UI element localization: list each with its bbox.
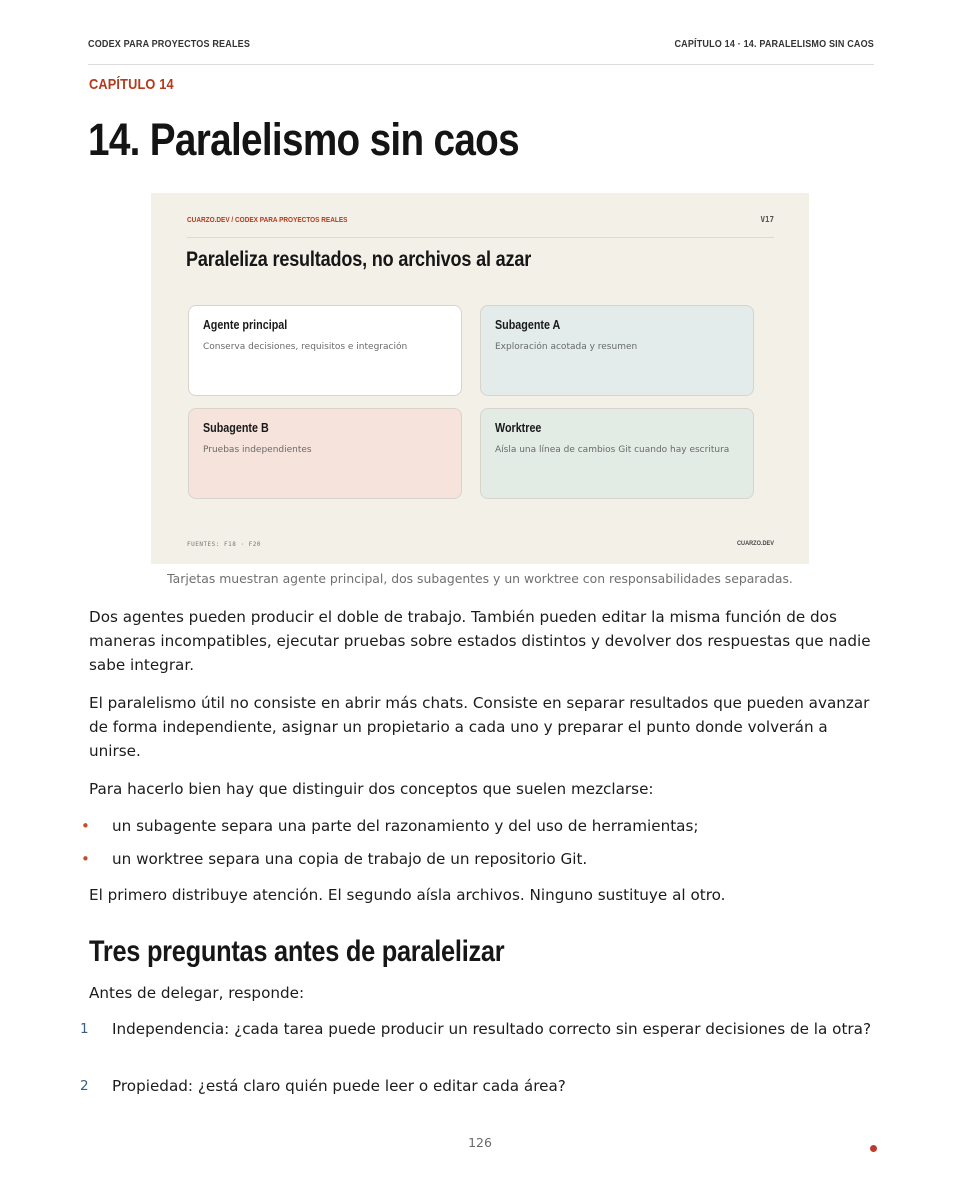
card-title: Worktree bbox=[495, 421, 542, 435]
item-number: 2 bbox=[80, 1078, 89, 1094]
card-description: Pruebas independientes bbox=[203, 445, 312, 455]
list-item-text: un worktree separa una copia de trabajo de un repositorio Git. bbox=[112, 850, 588, 868]
chapter-label: CAPÍTULO 14 bbox=[89, 76, 174, 93]
figure-version: V17 bbox=[760, 215, 774, 224]
running-header-right: CAPÍTULO 14 · 14. PARALELISMO SIN CAOS bbox=[674, 38, 874, 50]
running-header bbox=[88, 38, 874, 65]
card-title: Agente principal bbox=[203, 318, 288, 332]
figure-diagram bbox=[151, 193, 809, 564]
card-subagente-a bbox=[480, 305, 754, 396]
figure-title: Paraleliza resultados, no archivos al azar bbox=[186, 248, 532, 271]
figure-sources: FUENTES: F18 · F20 bbox=[187, 541, 262, 548]
card-description: Conserva decisiones, requisitos e integración bbox=[203, 342, 408, 352]
card-worktree bbox=[480, 408, 754, 499]
item-text: Independencia: ¿cada tarea puede producir un resultado correcto sin esperar decisiones de la otra? bbox=[112, 1020, 872, 1038]
figure-footer-brand: CUARZO.DEV bbox=[737, 540, 774, 547]
figure-brand: CUARZO.DEV / CODEX PARA PROYECTOS REALES bbox=[187, 215, 348, 224]
figure-caption: Tarjetas muestran agente principal, dos subagentes y un worktree con responsabilidades separadas. bbox=[167, 571, 793, 586]
card-agente-principal bbox=[188, 305, 462, 396]
page-number: 126 bbox=[468, 1135, 492, 1150]
section-intro: Antes de delegar, responde: bbox=[89, 984, 305, 1002]
card-title: Subagente A bbox=[495, 318, 561, 332]
item-text: Propiedad: ¿está claro quién puede leer o editar cada área? bbox=[112, 1077, 566, 1095]
paragraph-3: Para hacerlo bien hay que distinguir dos conceptos que suelen mezclarse: bbox=[89, 780, 654, 798]
corner-dot-icon bbox=[870, 1145, 877, 1152]
paragraph-1: Dos agentes pueden producir el doble de trabajo. También pueden editar la misma función de dos maneras incompatibles, ejecutar pruebas sobre estados distintos y devolver dos respuestas que nadie sabe integrar. bbox=[89, 608, 871, 674]
card-description: Aísla una línea de cambios Git cuando hay escritura bbox=[495, 445, 730, 455]
running-header-left: CODEX PARA PROYECTOS REALES bbox=[88, 38, 251, 50]
card-title: Subagente B bbox=[203, 421, 269, 435]
bullet-icon: • bbox=[81, 850, 90, 868]
section-title: Tres preguntas antes de paralelizar bbox=[89, 935, 505, 968]
bullet-icon: • bbox=[81, 817, 90, 835]
chapter-title: 14. Paralelismo sin caos bbox=[88, 114, 519, 165]
item-number: 1 bbox=[80, 1021, 89, 1037]
figure-header bbox=[187, 215, 774, 238]
paragraph-2: El paralelismo útil no consiste en abrir más chats. Consiste en separar resultados que pueden avanzar de forma independiente, asignar un propietario a cada uno y preparar el punto donde volverán a unirse. bbox=[89, 694, 870, 760]
card-subagente-b bbox=[188, 408, 462, 499]
list-item-text: un subagente separa una parte del razonamiento y del uso de herramientas; bbox=[112, 817, 699, 835]
paragraph-4: El primero distribuye atención. El segundo aísla archivos. Ninguno sustituye al otro. bbox=[89, 886, 726, 904]
card-description: Exploración acotada y resumen bbox=[495, 342, 638, 352]
